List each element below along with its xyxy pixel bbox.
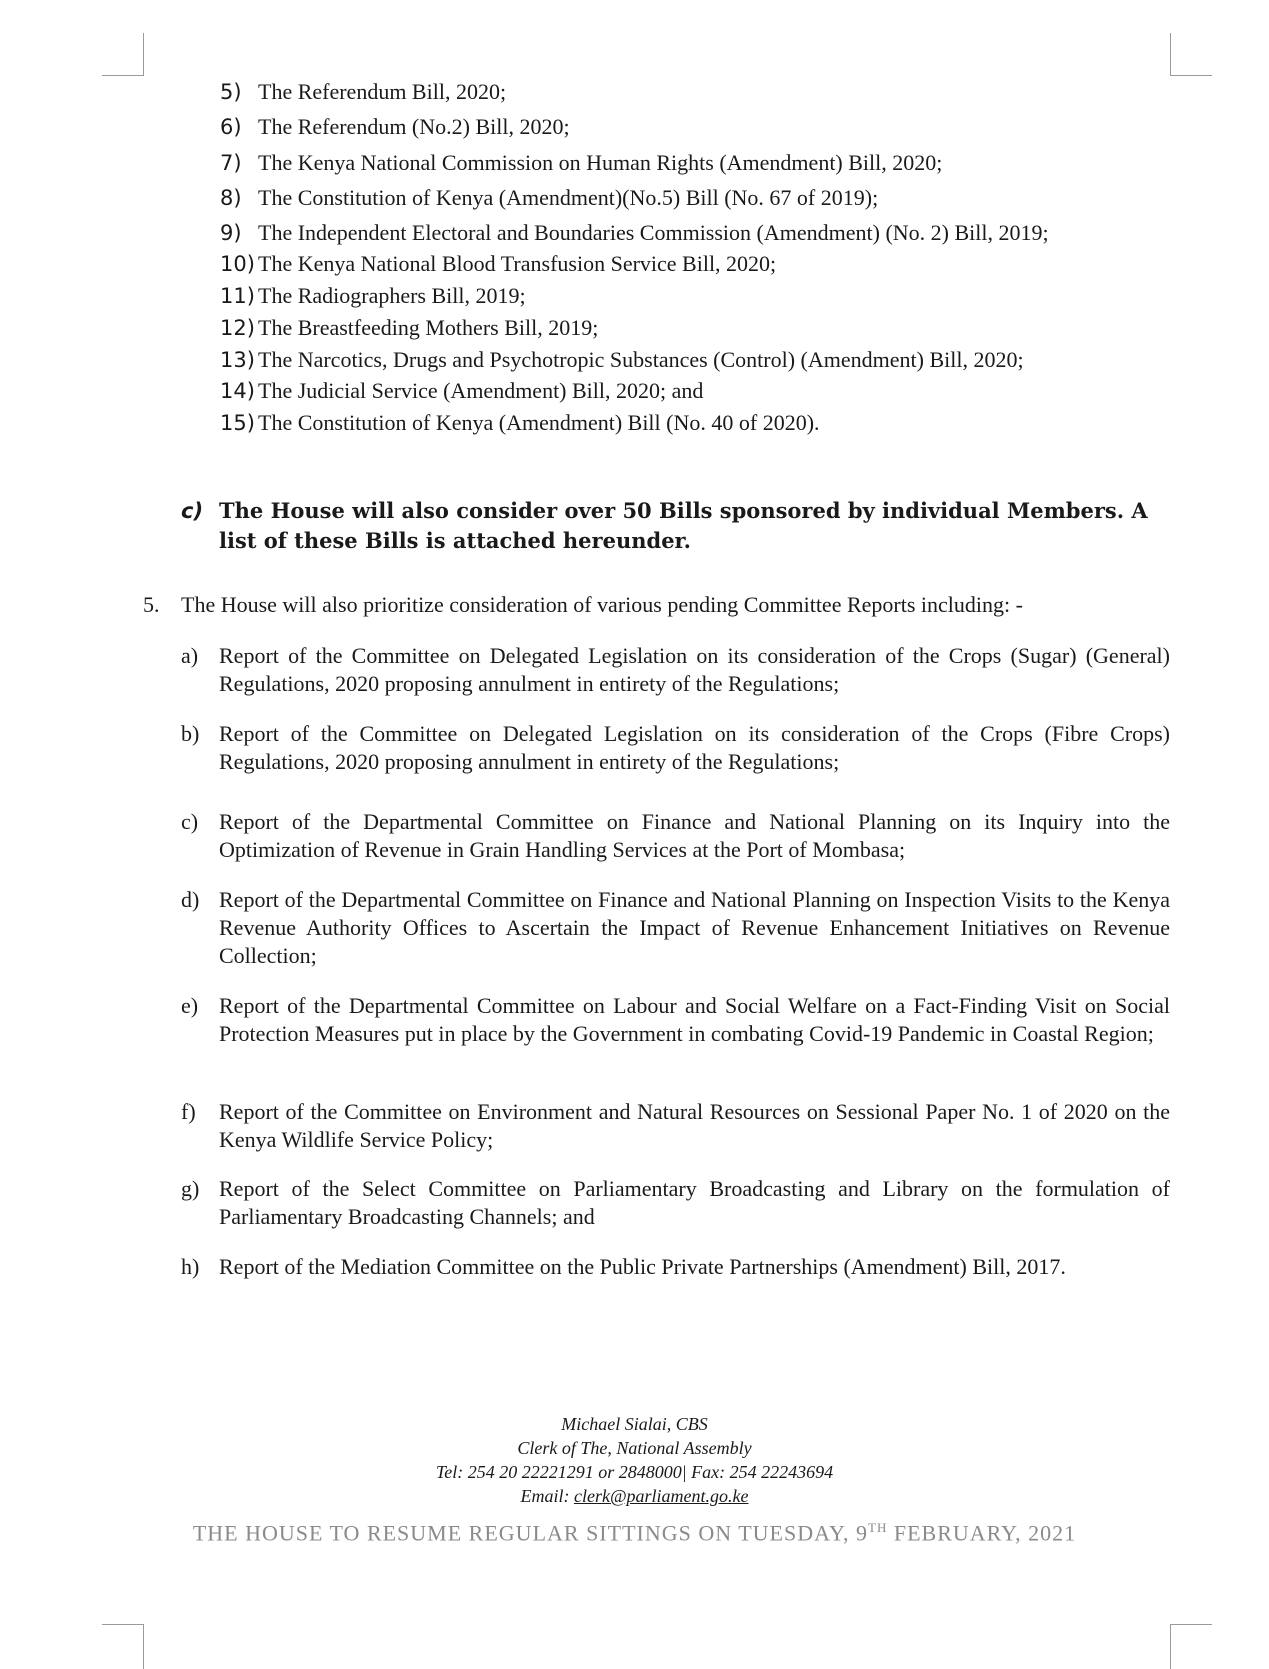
crop-mark-bottom-left-v — [143, 1624, 144, 1669]
signatory-title: Clerk of The, National Assembly — [517, 1438, 752, 1458]
bill-number: 11) — [220, 284, 255, 308]
bill-number: 8) — [220, 186, 242, 210]
email-label: Email: — [520, 1486, 570, 1506]
bill-number: 13) — [220, 348, 255, 372]
bill-number: 7) — [220, 151, 242, 175]
banner-ordinal-suffix: TH — [868, 1520, 888, 1535]
bill-number: 10) — [220, 252, 255, 276]
report-letter: f) — [181, 1099, 196, 1124]
bill-text: The Independent Electoral and Boundaries Commission (Amendment) (No. 2) Bill, 2019; — [258, 220, 1049, 245]
bill-number: 6) — [220, 115, 242, 139]
bill-text: The Referendum Bill, 2020; — [258, 79, 507, 104]
report-letter: c) — [181, 809, 199, 834]
report-letter: b) — [181, 721, 200, 746]
crop-mark-bottom-right-h — [1170, 1624, 1212, 1625]
report-text: Report of the Departmental Committee on Finance and National Planning on Inspection Visits to the Kenya Revenue Authority Offices to Ascertain the Impact of Revenue Enhancement Initiatives on Revenue Collection; — [219, 887, 1170, 968]
bill-text: The Kenya National Blood Transfusion Service Bill, 2020; — [258, 251, 777, 276]
resume-sittings-banner — [0, 1520, 1269, 1546]
bill-number: 14) — [220, 379, 255, 403]
report-text: Report of the Mediation Committee on the Public Private Partnerships (Amendment) Bill, 2017. — [219, 1254, 1066, 1279]
bill-text: The Radiographers Bill, 2019; — [258, 283, 526, 308]
email-link[interactable]: clerk@parliament.go.ke — [573, 1486, 749, 1506]
crop-mark-top-left-v — [143, 33, 144, 76]
report-letter: e) — [181, 993, 199, 1018]
bill-text: The Constitution of Kenya (Amendment) Bill (No. 40 of 2020). — [258, 410, 820, 435]
banner-text-start: THE HOUSE TO RESUME REGULAR SITTINGS ON TUESDAY, 9 — [192, 1520, 869, 1546]
report-letter: a) — [181, 643, 199, 668]
contact-phone-fax: Tel: 254 20 22221291 or 2848000| Fax: 254 22243694 — [435, 1462, 834, 1482]
bill-text: The Referendum (No.2) Bill, 2020; — [258, 114, 570, 139]
bill-number: 12) — [220, 316, 255, 340]
bill-number: 5) — [220, 80, 242, 104]
section-c-text: The House will also consider over 50 Bills sponsored by individual Members. A list of these Bills is attached hereunder. — [219, 498, 1148, 553]
crop-mark-bottom-right-v — [1170, 1624, 1171, 1669]
report-text: Report of the Committee on Delegated Legislation on its consideration of the Crops (Sugar) (General) Regulations, 2020 proposing annulment in entirety of the Regulations; — [219, 643, 1170, 696]
bill-text: The Breastfeeding Mothers Bill, 2019; — [258, 315, 599, 340]
bill-text: The Constitution of Kenya (Amendment)(No.5) Bill (No. 67 of 2019); — [258, 185, 879, 210]
report-letter: g) — [181, 1176, 200, 1201]
report-text: Report of the Select Committee on Parliamentary Broadcasting and Library on the formulation of Parliamentary Broadcasting Channels; and — [219, 1176, 1170, 1229]
item-5-number: 5. — [143, 592, 160, 617]
bill-number: 15) — [220, 411, 255, 435]
report-letter: h) — [181, 1254, 200, 1279]
crop-mark-top-right-v — [1170, 33, 1171, 76]
report-text: Report of the Committee on Delegated Legislation on its consideration of the Crops (Fibre Crops) Regulations, 2020 proposing annulment in entirety of the Regulations; — [219, 721, 1170, 774]
report-letter: d) — [181, 887, 200, 912]
report-text: Report of the Departmental Committee on Finance and National Planning on its Inquiry into the Optimization of Revenue in Grain Handling Services at the Port of Mombasa; — [219, 809, 1170, 862]
bill-text: The Kenya National Commission on Human Rights (Amendment) Bill, 2020; — [258, 150, 943, 175]
bill-text: The Judicial Service (Amendment) Bill, 2020; and — [258, 378, 704, 403]
section-c-letter: c) — [181, 499, 204, 523]
banner-text-end: FEBRUARY, 2021 — [887, 1520, 1077, 1546]
signatory-name: Michael Sialai, CBS — [561, 1414, 708, 1434]
crop-mark-top-right-h — [1170, 75, 1212, 76]
report-text: Report of the Departmental Committee on Labour and Social Welfare on a Fact-Finding Visit on Social Protection Measures put in place by the Government in combating Covid-19 Pandemic in Coastal Region; — [219, 993, 1170, 1046]
crop-mark-top-left-h — [102, 75, 144, 76]
bill-number: 9) — [220, 221, 242, 245]
bill-text: The Narcotics, Drugs and Psychotropic Substances (Control) (Amendment) Bill, 2020; — [258, 347, 1024, 372]
item-5-text: The House will also prioritize consideration of various pending Committee Reports including: - — [181, 592, 1023, 617]
contact-email-line — [0, 1484, 1269, 1508]
report-text: Report of the Committee on Environment and Natural Resources on Sessional Paper No. 1 of 2020 on the Kenya Wildlife Service Policy; — [219, 1099, 1170, 1152]
crop-mark-bottom-left-h — [102, 1624, 144, 1625]
